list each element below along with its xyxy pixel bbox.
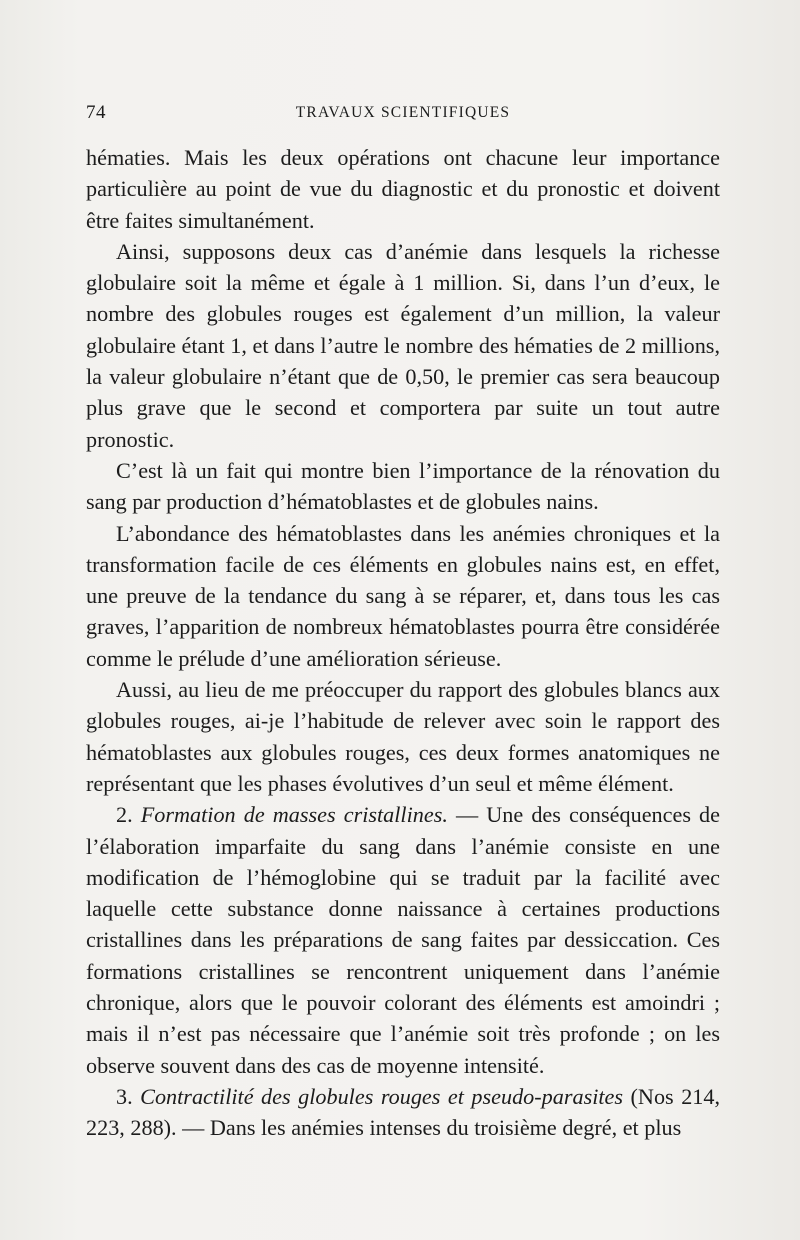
paragraph — [86, 236, 720, 455]
paragraph-text: (Nos 214, 223, 288). — Dans les anémies intenses du troisième degré, et plus — [86, 1083, 721, 1141]
paragraph — [86, 142, 720, 236]
section-paragraph — [86, 1081, 720, 1144]
paragraph-text: — Une des conséquences de l’élaboration imparfaite du sang dans l’anémie consiste en une modification de l’hémoglobine qui se traduit par la facilité avec laquelle cette substance donne naissance à certaines productions cristallines dans les préparations de sang faites par dessiccation. Ces formations cristallines se rencontrent uniquement dans l’anémie chronique, alors que le pouvoir colorant des éléments est amoindri ; mais il n’est pas nécessaire que l’anémie soit très profonde ; on les observe souvent dans des cas de moyenne intensité. — [86, 802, 720, 1078]
paragraph-text: C’est là un fait qui montre bien l’importance de la rénovation du sang par production d’hématoblastes et de globules nains. — [86, 457, 720, 515]
running-head: TRAVAUX SCIENTIFIQUES — [295, 104, 511, 121]
page-number: 74 — [86, 102, 106, 123]
section-number: 2. — [116, 802, 141, 828]
body-text — [86, 142, 720, 1144]
section-number: 3. — [116, 1083, 141, 1109]
section-title: Contractilité des globules rouges et pseudo-parasites — [140, 1083, 631, 1109]
section-paragraph — [86, 799, 720, 1081]
paragraph-text: Aussi, au lieu de me préoccuper du rapport des globules blancs aux globules rouges, ai-je l’habitude de relever avec soin le rapport des hématoblastes aux globules rouges, ces deux formes anatomiques ne représentant que les phases évolutives d’un seul et même élément. — [86, 677, 720, 796]
paragraph-text: L’abondance des hématoblastes dans les anémies chroniques et la transformation facile de ces éléments en globules nains est, en effet, une preuve de la tendance du sang à se réparer, et, dans tous les cas graves, l’apparition de nombreux hématoblastes pourra être considérée comme le prélude d’une amélioration sérieuse. — [86, 520, 720, 671]
paragraph — [86, 518, 720, 674]
paragraph-text: hématies. Mais les deux opérations ont chacune leur importance particulière au point de vue du diagnostic et du pronostic et doivent être faites simultanément. — [86, 145, 720, 233]
paragraph — [86, 455, 720, 518]
paragraph — [86, 674, 720, 799]
page-header — [86, 102, 720, 130]
section-title: Formation de masses cristallines. — [140, 802, 456, 828]
paragraph-text: Ainsi, supposons deux cas d’anémie dans lesquels la richesse globulaire soit la même et égale à 1 million. Si, dans l’un d’eux, le nombre des globules rouges est également d’un million, la valeur globulaire étant 1, et dans l’autre le nombre des hématies de 2 millions, la valeur globulaire n’étant que de 0,50, le premier cas sera beaucoup plus grave que le second et comportera par suite un tout autre pronostic. — [86, 238, 720, 452]
